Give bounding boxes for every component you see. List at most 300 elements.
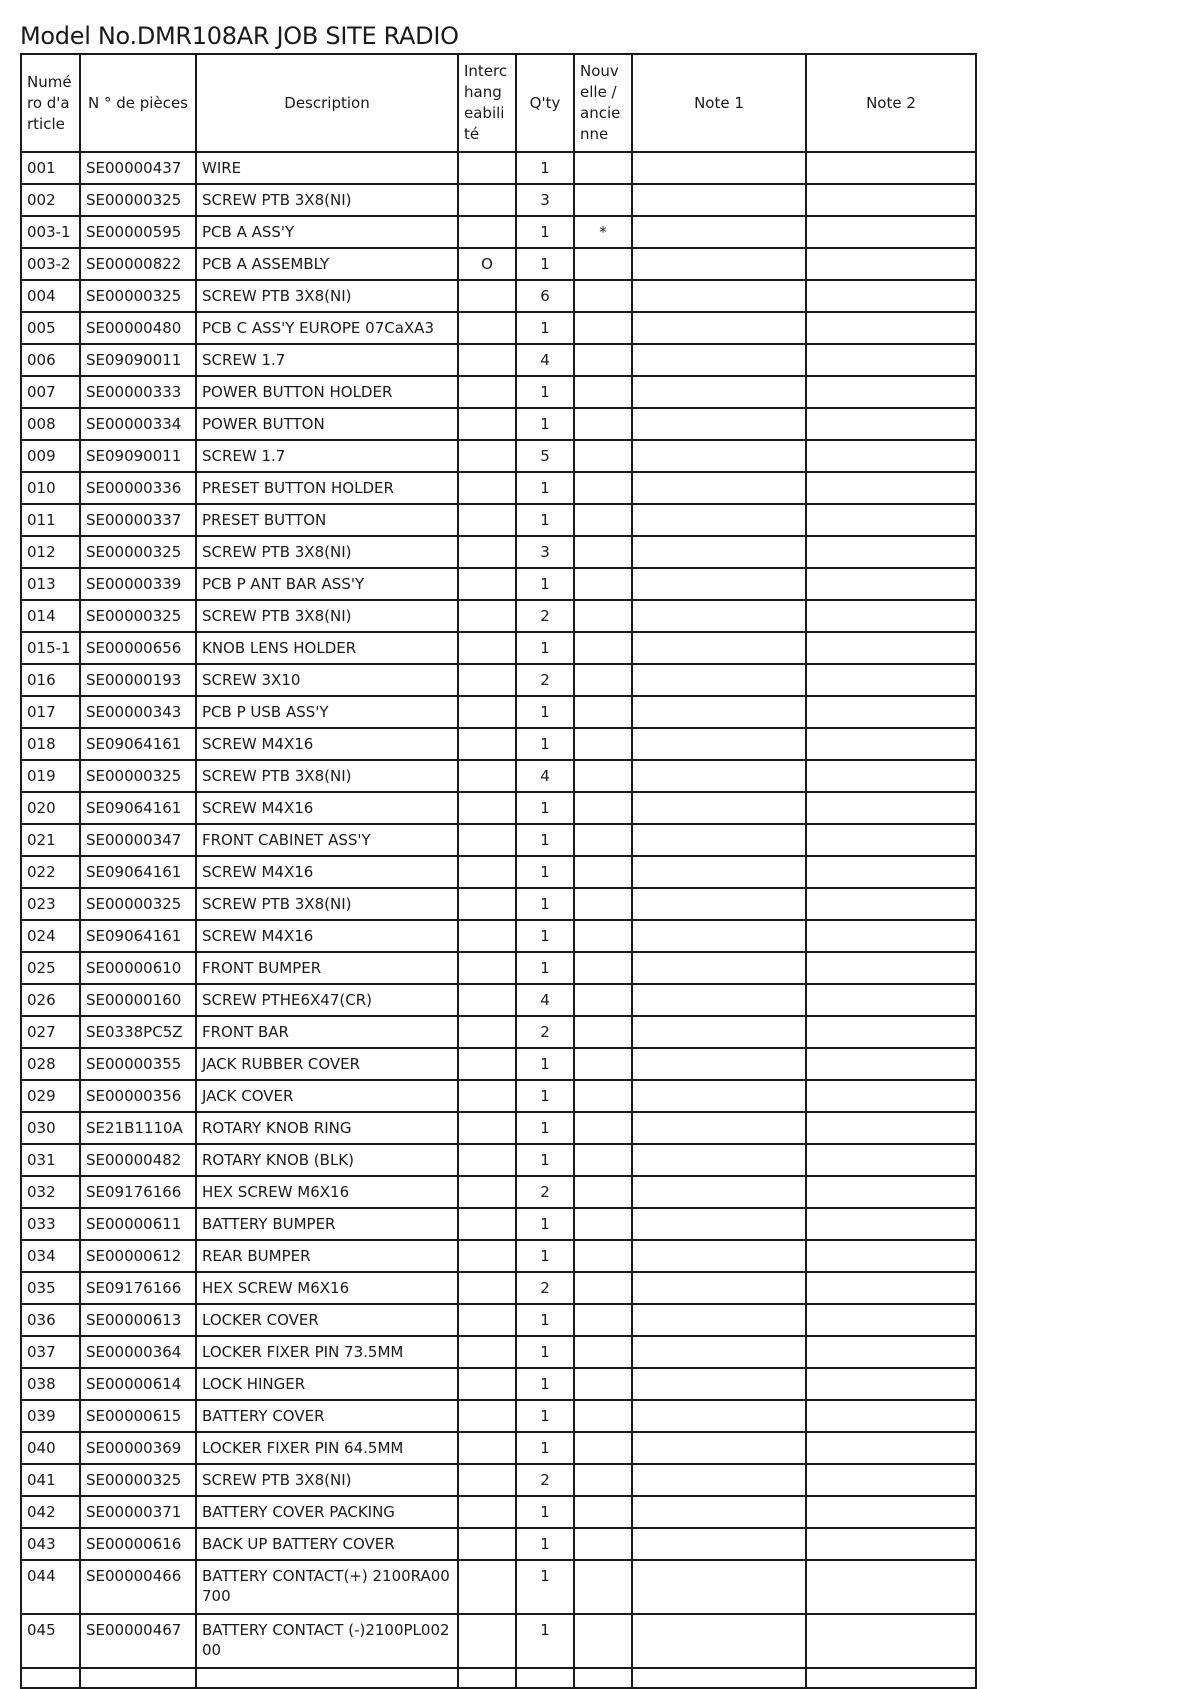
note-2-cell [806,1208,976,1240]
note-1-cell [632,312,806,344]
note-1-cell [632,632,806,664]
item-number-cell [21,1668,80,1688]
item-number-cell: 025 [21,952,80,984]
quantity-cell: 2 [516,1464,574,1496]
table-row [21,1304,976,1336]
note-2-cell [806,664,976,696]
description-cell: ROTARY KNOB RING [196,1112,458,1144]
quantity-cell: 1 [516,568,574,600]
description-cell: BATTERY BUMPER [196,1208,458,1240]
item-number-cell: 011 [21,504,80,536]
note-1-cell [632,504,806,536]
quantity-cell: 1 [516,408,574,440]
note-2-cell [806,824,976,856]
quantity-cell: 1 [516,1496,574,1528]
note-1-cell [632,728,806,760]
interchangeability-cell [458,1080,516,1112]
note-1-cell [632,184,806,216]
interchangeability-cell [458,856,516,888]
table-row [21,1208,976,1240]
interchangeability-cell [458,312,516,344]
new-old-cell [574,1272,632,1304]
table-row [21,1432,976,1464]
note-1-cell [632,1016,806,1048]
description-cell: FRONT BAR [196,1016,458,1048]
table-row [21,792,976,824]
description-cell: LOCKER FIXER PIN 73.5MM [196,1336,458,1368]
part-number-cell: SE00000325 [80,888,196,920]
new-old-cell [574,280,632,312]
table-row [21,408,976,440]
item-number-cell: 037 [21,1336,80,1368]
note-2-cell [806,1112,976,1144]
note-1-cell [632,888,806,920]
item-number-cell: 039 [21,1400,80,1432]
part-number-cell: SE00000371 [80,1496,196,1528]
description-cell: BACK UP BATTERY COVER [196,1528,458,1560]
note-1-cell [632,1176,806,1208]
interchangeability-cell [458,1668,516,1688]
quantity-cell: 1 [516,1144,574,1176]
interchangeability-cell [458,1112,516,1144]
item-number-cell: 043 [21,1528,80,1560]
interchangeability-cell [458,1208,516,1240]
new-old-cell [574,1336,632,1368]
note-1-cell [632,600,806,632]
new-old-cell [574,856,632,888]
quantity-cell: 1 [516,376,574,408]
note-2-cell [806,376,976,408]
interchangeability-cell [458,664,516,696]
new-old-cell [574,1496,632,1528]
description-cell: SCREW PTB 3X8(NI) [196,1464,458,1496]
new-old-cell [574,248,632,280]
item-number-cell: 010 [21,472,80,504]
note-2-cell [806,920,976,952]
header-new-old: Nouvelle / ancienne [574,54,632,152]
part-number-cell: SE00000616 [80,1528,196,1560]
note-1-cell [632,1464,806,1496]
note-2-cell [806,984,976,1016]
new-old-cell [574,472,632,504]
table-row [21,760,976,792]
table-row [21,344,976,376]
interchangeability-cell [458,1304,516,1336]
quantity-cell: 1 [516,632,574,664]
description-cell: LOCKER FIXER PIN 64.5MM [196,1432,458,1464]
description-cell: JACK RUBBER COVER [196,1048,458,1080]
note-1-cell [632,696,806,728]
header-interchangeability: Interchangeabilité [458,54,516,152]
interchangeability-cell [458,440,516,472]
header-note-1: Note 1 [632,54,806,152]
interchangeability-cell [458,1048,516,1080]
table-row [21,248,976,280]
note-2-cell [806,1668,976,1688]
new-old-cell [574,664,632,696]
table-row [21,984,976,1016]
table-row [21,1048,976,1080]
table-row [21,568,976,600]
quantity-cell: 1 [516,696,574,728]
quantity-cell: 4 [516,344,574,376]
new-old-cell [574,920,632,952]
item-number-cell: 021 [21,824,80,856]
interchangeability-cell [458,696,516,728]
description-cell: ROTARY KNOB (BLK) [196,1144,458,1176]
quantity-cell: 4 [516,760,574,792]
table-row [21,312,976,344]
description-cell: PCB P USB ASS'Y [196,696,458,728]
table-row [21,1144,976,1176]
item-number-cell: 009 [21,440,80,472]
table-row [21,1464,976,1496]
description-cell: POWER BUTTON HOLDER [196,376,458,408]
item-number-cell: 001 [21,152,80,184]
item-number-cell: 026 [21,984,80,1016]
interchangeability-cell [458,1464,516,1496]
part-number-cell: SE09064161 [80,728,196,760]
item-number-cell: 002 [21,184,80,216]
new-old-cell: * [574,216,632,248]
note-1-cell [632,1336,806,1368]
note-2-cell [806,1080,976,1112]
interchangeability-cell [458,1432,516,1464]
item-number-cell: 017 [21,696,80,728]
new-old-cell [574,1112,632,1144]
new-old-cell [574,536,632,568]
note-2-cell [806,1560,976,1614]
part-number-cell: SE00000595 [80,216,196,248]
interchangeability-cell [458,1400,516,1432]
interchangeability-cell [458,1272,516,1304]
part-number-cell: SE00000325 [80,280,196,312]
quantity-cell: 1 [516,1048,574,1080]
quantity-cell: 3 [516,536,574,568]
part-number-cell: SE09090011 [80,344,196,376]
quantity-cell: 1 [516,1304,574,1336]
table-row [21,1112,976,1144]
new-old-cell [574,952,632,984]
description-cell: SCREW M4X16 [196,856,458,888]
part-number-cell: SE00000336 [80,472,196,504]
note-2-cell [806,1528,976,1560]
note-2-cell [806,440,976,472]
description-cell: FRONT BUMPER [196,952,458,984]
part-number-cell: SE00000437 [80,152,196,184]
quantity-cell: 1 [516,472,574,504]
new-old-cell [574,760,632,792]
table-row [21,1560,976,1614]
part-number-cell: SE00000343 [80,696,196,728]
quantity-cell: 2 [516,664,574,696]
part-number-cell: SE00000466 [80,1560,196,1614]
part-number-cell: SE00000656 [80,632,196,664]
interchangeability-cell [458,1368,516,1400]
item-number-cell: 024 [21,920,80,952]
item-number-cell: 004 [21,280,80,312]
note-1-cell [632,1048,806,1080]
new-old-cell [574,184,632,216]
description-cell: SCREW PTHE6X47(CR) [196,984,458,1016]
item-number-cell: 033 [21,1208,80,1240]
interchangeability-cell [458,920,516,952]
note-1-cell [632,1614,806,1668]
note-1-cell [632,920,806,952]
interchangeability-cell [458,1176,516,1208]
new-old-cell [574,1176,632,1208]
description-cell: SCREW M4X16 [196,792,458,824]
new-old-cell [574,1464,632,1496]
note-1-cell [632,1144,806,1176]
new-old-cell [574,1304,632,1336]
part-number-cell: SE00000356 [80,1080,196,1112]
part-number-cell: SE00000612 [80,1240,196,1272]
note-2-cell [806,952,976,984]
part-number-cell: SE00000467 [80,1614,196,1668]
new-old-cell [574,376,632,408]
table-row [21,632,976,664]
item-number-cell: 005 [21,312,80,344]
part-number-cell: SE09064161 [80,856,196,888]
item-number-cell: 031 [21,1144,80,1176]
new-old-cell [574,1048,632,1080]
note-1-cell [632,408,806,440]
quantity-cell: 1 [516,952,574,984]
item-number-cell: 028 [21,1048,80,1080]
note-2-cell [806,184,976,216]
part-number-cell: SE0338PC5Z [80,1016,196,1048]
description-cell: PCB C ASS'Y EUROPE 07CaXA3 [196,312,458,344]
table-row [21,1240,976,1272]
new-old-cell [574,504,632,536]
part-number-cell: SE00000325 [80,760,196,792]
table-row [21,1368,976,1400]
table-row [21,504,976,536]
note-2-cell [806,536,976,568]
description-cell: SCREW PTB 3X8(NI) [196,184,458,216]
part-number-cell: SE00000325 [80,600,196,632]
header-part-number: N ° de pièces [80,54,196,152]
new-old-cell [574,984,632,1016]
header-quantity: Q'ty [516,54,574,152]
quantity-cell: 1 [516,856,574,888]
part-number-cell: SE00000160 [80,984,196,1016]
note-1-cell [632,1496,806,1528]
note-1-cell [632,1528,806,1560]
note-2-cell [806,408,976,440]
table-body [21,152,976,1688]
note-1-cell [632,1668,806,1688]
note-1-cell [632,952,806,984]
item-number-cell: 003-2 [21,248,80,280]
note-1-cell [632,216,806,248]
part-number-cell: SE00000822 [80,248,196,280]
item-number-cell: 012 [21,536,80,568]
interchangeability-cell [458,728,516,760]
interchangeability-cell [458,216,516,248]
note-2-cell [806,1016,976,1048]
interchangeability-cell [458,1614,516,1668]
part-number-cell: SE09064161 [80,792,196,824]
part-number-cell: SE09176166 [80,1176,196,1208]
quantity-cell: 1 [516,888,574,920]
table-row [21,184,976,216]
note-1-cell [632,280,806,312]
note-2-cell [806,1400,976,1432]
item-number-cell: 023 [21,888,80,920]
description-cell: PCB A ASSEMBLY [196,248,458,280]
description-cell: FRONT CABINET ASS'Y [196,824,458,856]
interchangeability-cell [458,952,516,984]
quantity-cell: 1 [516,312,574,344]
description-cell: SCREW PTB 3X8(NI) [196,600,458,632]
table-row [21,888,976,920]
item-number-cell: 013 [21,568,80,600]
note-2-cell [806,472,976,504]
table-row [21,1080,976,1112]
note-1-cell [632,1368,806,1400]
item-number-cell: 020 [21,792,80,824]
part-number-cell: SE00000355 [80,1048,196,1080]
note-2-cell [806,1432,976,1464]
table-row [21,600,976,632]
item-number-cell: 035 [21,1272,80,1304]
description-cell: SCREW PTB 3X8(NI) [196,536,458,568]
note-1-cell [632,376,806,408]
interchangeability-cell [458,1496,516,1528]
part-number-cell: SE00000480 [80,312,196,344]
item-number-cell: 008 [21,408,80,440]
item-number-cell: 036 [21,1304,80,1336]
item-number-cell: 040 [21,1432,80,1464]
parts-table [20,53,977,1689]
note-1-cell [632,1560,806,1614]
table-row [21,376,976,408]
table-row [21,216,976,248]
description-cell: PRESET BUTTON HOLDER [196,472,458,504]
quantity-cell: 4 [516,984,574,1016]
note-2-cell [806,696,976,728]
note-1-cell [632,792,806,824]
part-number-cell: SE00000364 [80,1336,196,1368]
description-cell: SCREW M4X16 [196,920,458,952]
table-row [21,152,976,184]
note-2-cell [806,1496,976,1528]
interchangeability-cell [458,1240,516,1272]
interchangeability-cell [458,792,516,824]
description-cell: SCREW M4X16 [196,728,458,760]
quantity-cell: 1 [516,504,574,536]
part-number-cell: SE00000325 [80,184,196,216]
interchangeability-cell [458,1560,516,1614]
note-2-cell [806,312,976,344]
new-old-cell [574,1208,632,1240]
new-old-cell [574,1144,632,1176]
part-number-cell: SE00000193 [80,664,196,696]
description-cell: REAR BUMPER [196,1240,458,1272]
quantity-cell: 2 [516,1176,574,1208]
quantity-cell: 1 [516,920,574,952]
table-row [21,1336,976,1368]
quantity-cell: 1 [516,824,574,856]
new-old-cell [574,824,632,856]
part-number-cell: SE00000347 [80,824,196,856]
description-cell: HEX SCREW M6X16 [196,1176,458,1208]
quantity-cell: 1 [516,1432,574,1464]
description-cell: PRESET BUTTON [196,504,458,536]
table-row [21,280,976,312]
interchangeability-cell [458,408,516,440]
quantity-cell: 1 [516,1368,574,1400]
interchangeability-cell [458,472,516,504]
note-2-cell [806,248,976,280]
item-number-cell: 022 [21,856,80,888]
note-2-cell [806,728,976,760]
description-cell: SCREW PTB 3X8(NI) [196,888,458,920]
description-cell: LOCKER COVER [196,1304,458,1336]
table-row [21,1496,976,1528]
quantity-cell: 3 [516,184,574,216]
new-old-cell [574,888,632,920]
note-2-cell [806,632,976,664]
table-row [21,536,976,568]
note-1-cell [632,824,806,856]
table-header-row [21,54,976,152]
quantity-cell: 1 [516,728,574,760]
table-row [21,1668,976,1688]
table-row [21,1614,976,1668]
table-row [21,824,976,856]
note-1-cell [632,472,806,504]
part-number-cell: SE00000325 [80,536,196,568]
quantity-cell: 1 [516,1080,574,1112]
header-item-number: Numéro d'article [21,54,80,152]
part-number-cell: SE00000614 [80,1368,196,1400]
interchangeability-cell [458,376,516,408]
description-cell: WIRE [196,152,458,184]
interchangeability-cell [458,600,516,632]
item-number-cell: 044 [21,1560,80,1614]
quantity-cell: 1 [516,1614,574,1668]
note-1-cell [632,984,806,1016]
table-row [21,1272,976,1304]
table-row [21,1528,976,1560]
description-cell: PCB P ANT BAR ASS'Y [196,568,458,600]
item-number-cell: 006 [21,344,80,376]
item-number-cell: 029 [21,1080,80,1112]
note-2-cell [806,1048,976,1080]
part-number-cell: SE00000333 [80,376,196,408]
quantity-cell: 6 [516,280,574,312]
note-1-cell [632,344,806,376]
item-number-cell: 007 [21,376,80,408]
quantity-cell: 1 [516,1208,574,1240]
table-row [21,440,976,472]
new-old-cell [574,792,632,824]
note-1-cell [632,440,806,472]
header-note-2: Note 2 [806,54,976,152]
note-2-cell [806,216,976,248]
new-old-cell [574,1668,632,1688]
item-number-cell: 042 [21,1496,80,1528]
new-old-cell [574,632,632,664]
part-number-cell: SE00000615 [80,1400,196,1432]
part-number-cell: SE00000610 [80,952,196,984]
note-1-cell [632,568,806,600]
item-number-cell: 030 [21,1112,80,1144]
new-old-cell [574,1400,632,1432]
